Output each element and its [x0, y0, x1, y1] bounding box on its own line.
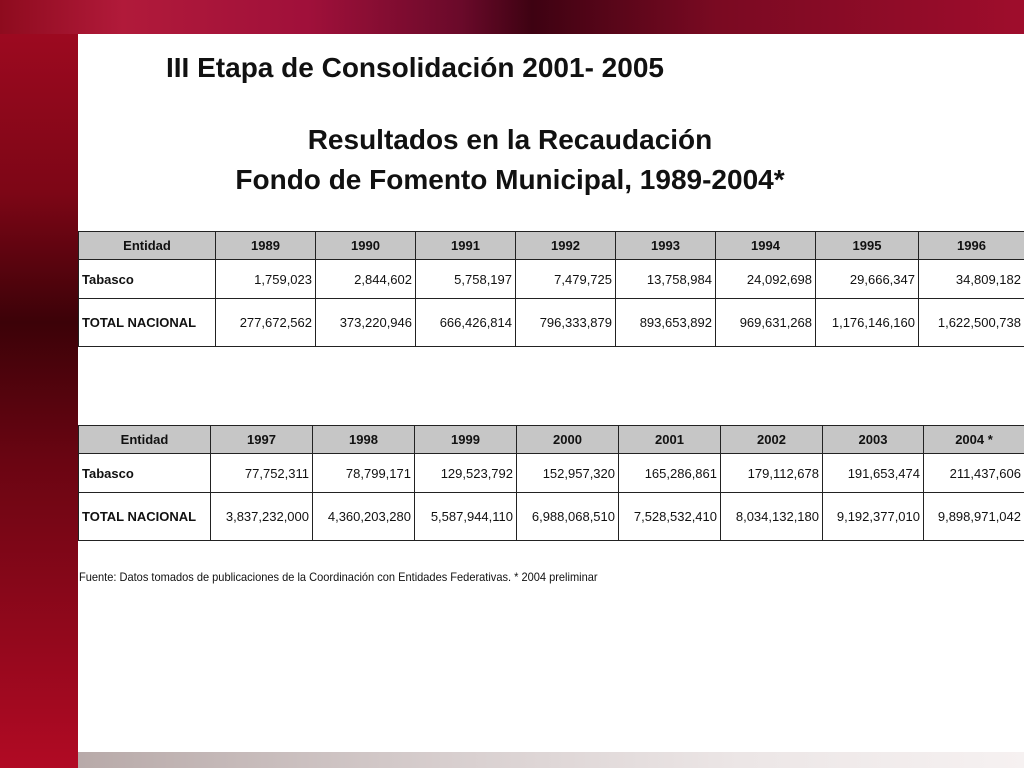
table-cell: 129,523,792	[415, 454, 517, 493]
table-cell: 666,426,814	[416, 299, 516, 347]
subtitle-line-1: Resultados en la Recaudación	[307, 124, 713, 155]
table-cell: 8,034,132,180	[721, 493, 823, 541]
header-year: 2002	[721, 426, 823, 454]
table-cell: 179,112,678	[721, 454, 823, 493]
bottom-decorative-band	[78, 752, 1024, 768]
table-cell: 2,844,602	[316, 260, 416, 299]
table-cell: 77,752,311	[211, 454, 313, 493]
table-header-row	[79, 426, 1024, 454]
table-header-row	[79, 232, 1024, 260]
left-decorative-band	[0, 0, 78, 768]
top-decorative-band	[0, 0, 1024, 34]
table-cell: 3,837,232,000	[211, 493, 313, 541]
table-cell: 34,809,182	[919, 260, 1024, 299]
row-label: Tabasco	[79, 454, 211, 493]
table-cell: 1,176,146,160	[816, 299, 919, 347]
table-cell: 165,286,861	[619, 454, 721, 493]
table-cell: 7,479,725	[516, 260, 616, 299]
header-year: 1992	[516, 232, 616, 260]
subtitle-line-2: Fondo de Fomento Municipal, 1989-2004*	[235, 164, 785, 195]
header-year: 1989	[216, 232, 316, 260]
table-cell: 969,631,268	[716, 299, 816, 347]
row-label: TOTAL NACIONAL	[79, 299, 216, 347]
table-cell: 373,220,946	[316, 299, 416, 347]
table-row-total-nacional	[79, 493, 1024, 541]
table-cell: 5,587,944,110	[415, 493, 517, 541]
table-cell: 7,528,532,410	[619, 493, 721, 541]
header-year: 1993	[616, 232, 716, 260]
header-year: 2004 *	[924, 426, 1024, 454]
table-cell: 796,333,879	[516, 299, 616, 347]
table-cell: 211,437,606	[924, 454, 1024, 493]
table-cell: 24,092,698	[716, 260, 816, 299]
table-cell: 4,360,203,280	[313, 493, 415, 541]
table-cell: 152,957,320	[517, 454, 619, 493]
table-cell: 1,759,023	[216, 260, 316, 299]
header-entidad: Entidad	[79, 426, 211, 454]
header-year: 2001	[619, 426, 721, 454]
header-year: 1998	[313, 426, 415, 454]
header-year: 1994	[716, 232, 816, 260]
table-cell: 5,758,197	[416, 260, 516, 299]
table-cell: 13,758,984	[616, 260, 716, 299]
table-row-tabasco	[79, 260, 1024, 299]
table-row-tabasco	[79, 454, 1024, 493]
row-label: TOTAL NACIONAL	[79, 493, 211, 541]
header-year: 1995	[816, 232, 919, 260]
header-year: 1996	[919, 232, 1024, 260]
header-year: 1990	[316, 232, 416, 260]
slide-title: III Etapa de Consolidación 2001- 2005	[166, 52, 664, 83]
header-entidad: Entidad	[79, 232, 216, 260]
header-year: 2003	[823, 426, 924, 454]
revenue-table-1997-2004	[78, 425, 1024, 541]
source-note: Fuente: Datos tomados de publicaciones de la Coordinación con Entidades Federativas. * 2004 preliminar	[79, 570, 598, 584]
table-cell: 191,653,474	[823, 454, 924, 493]
table-cell: 1,622,500,738	[919, 299, 1024, 347]
header-year: 1991	[416, 232, 516, 260]
row-label: Tabasco	[79, 260, 216, 299]
table-cell: 6,988,068,510	[517, 493, 619, 541]
table-cell: 277,672,562	[216, 299, 316, 347]
revenue-table-1989-1996	[78, 231, 1024, 347]
header-year: 2000	[517, 426, 619, 454]
header-year: 1997	[211, 426, 313, 454]
table-cell: 893,653,892	[616, 299, 716, 347]
table-row-total-nacional	[79, 299, 1024, 347]
table-cell: 9,192,377,010	[823, 493, 924, 541]
table-cell: 78,799,171	[313, 454, 415, 493]
header-year: 1999	[415, 426, 517, 454]
table-cell: 9,898,971,042	[924, 493, 1024, 541]
table-cell: 29,666,347	[816, 260, 919, 299]
